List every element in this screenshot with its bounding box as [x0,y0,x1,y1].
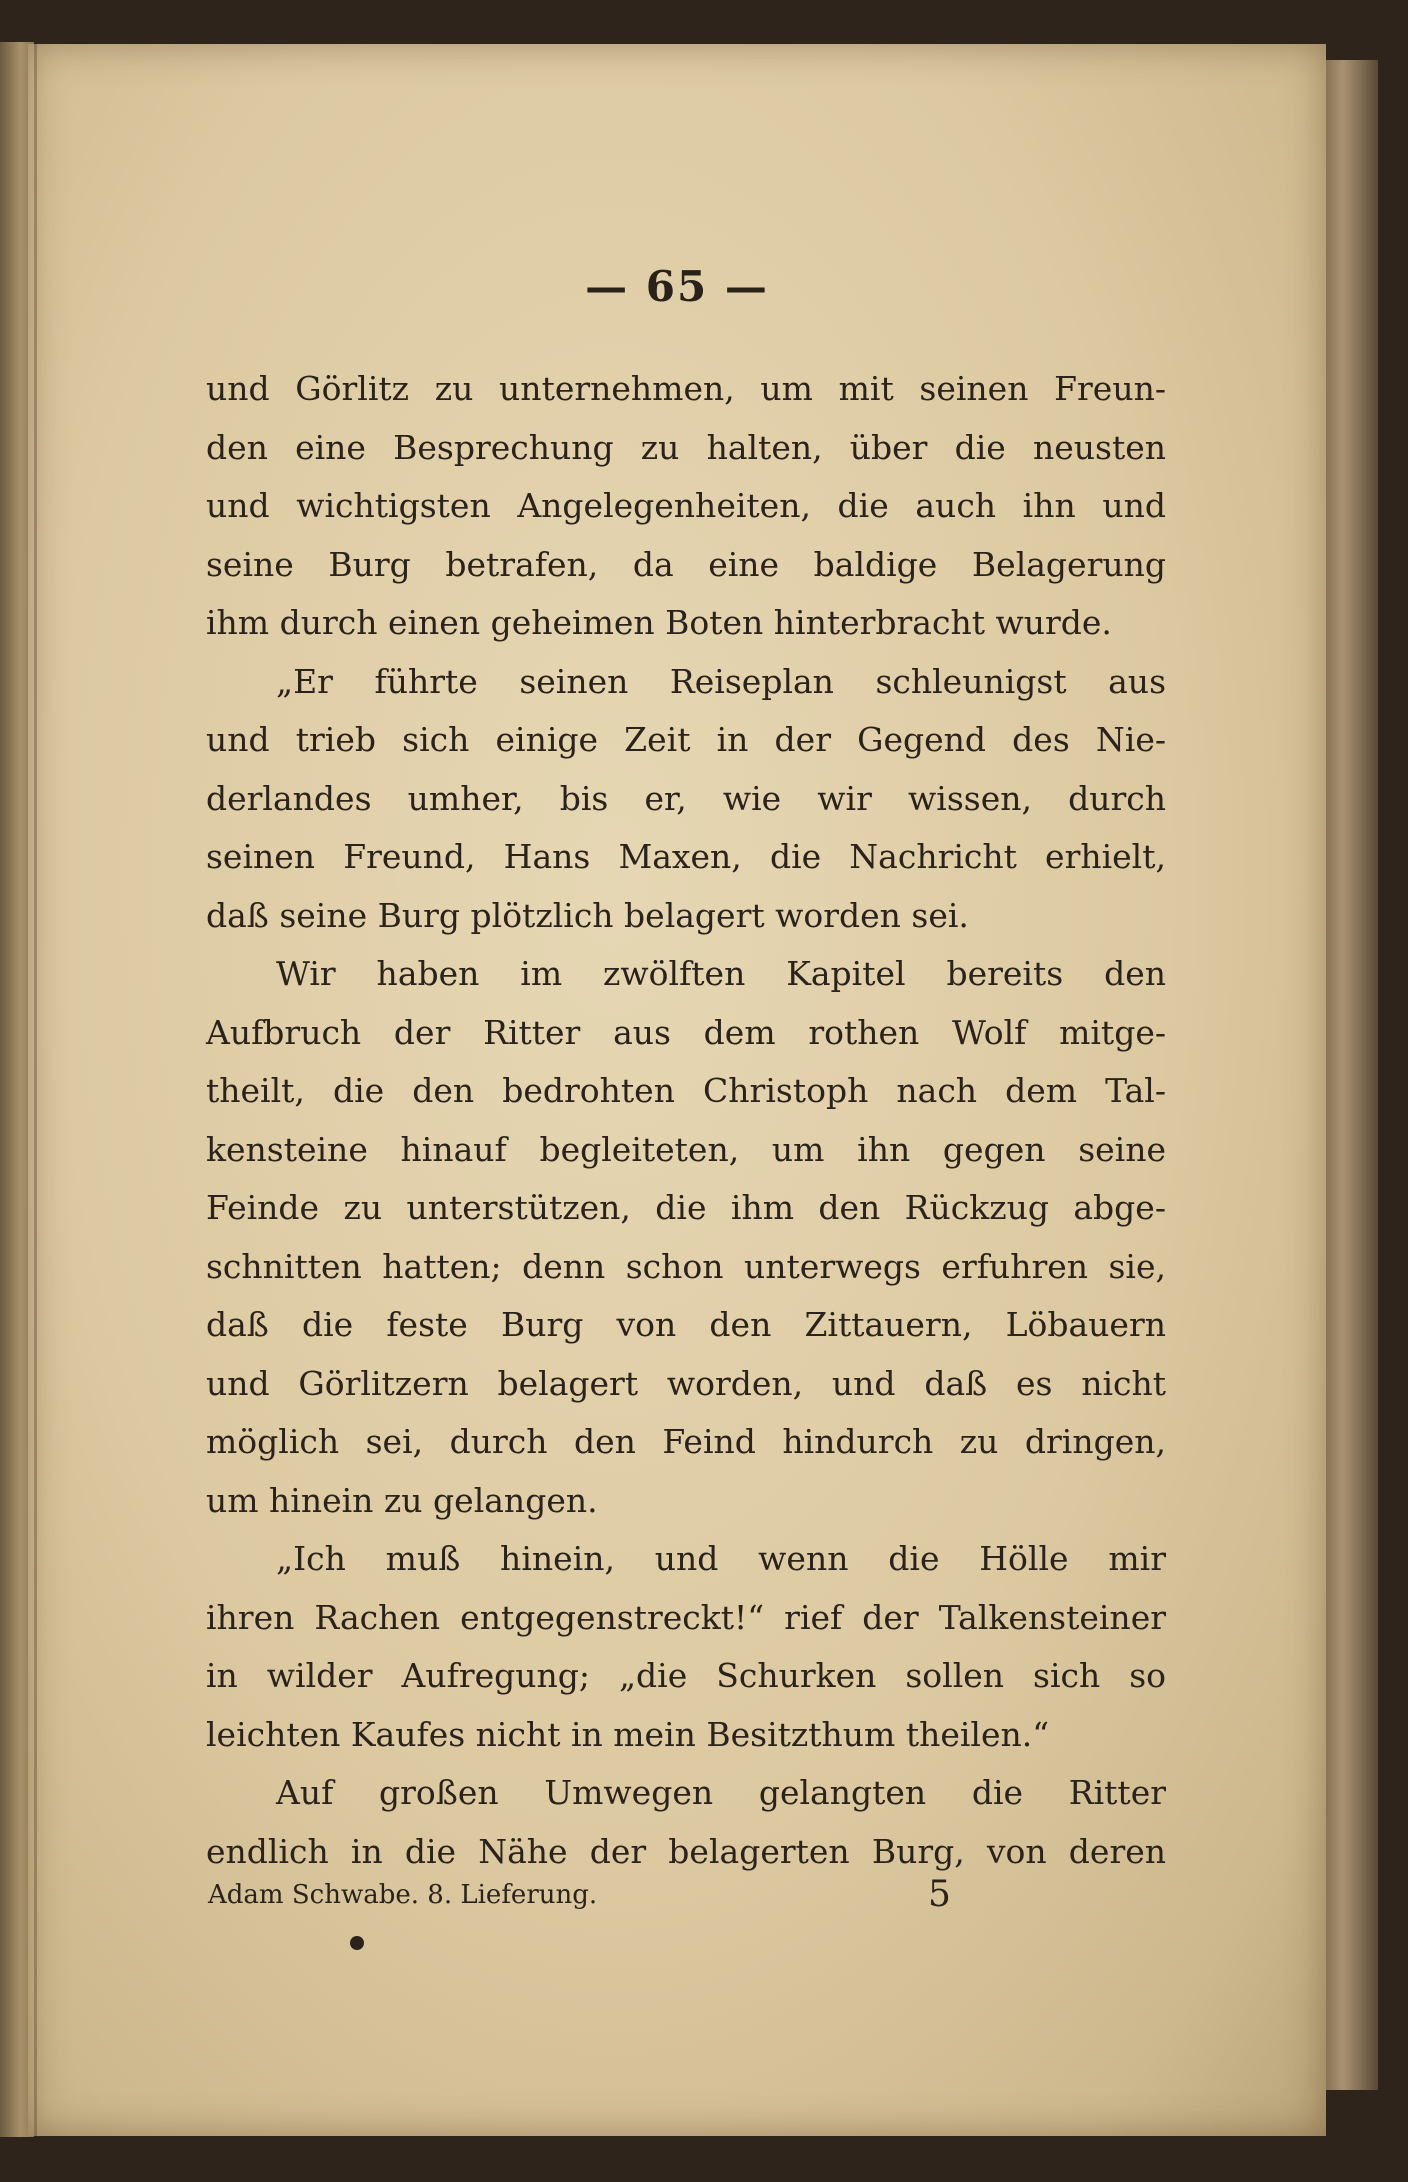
book-page [28,44,1326,2136]
text-line: „Er führte seinen Reiseplan schleunigst aus [276,661,1166,701]
text-line: seinen Freund, Hans Maxen, die Nachricht erhielt, [206,837,1166,876]
text-line: Aufbruch der Ritter aus dem rothen Wolf mitge- [206,1012,1166,1052]
text-line: und wichtigsten Angelegenheiten, die auch ihn und [206,486,1166,525]
ink-dot [350,1936,364,1950]
text-line: ihren Rachen entgegenstreckt!“ rief der Talkensteiner [206,1597,1166,1637]
page-number: — 65 — [585,262,769,311]
text-line: seine Burg betrafen, da eine baldige Belagerung [206,544,1166,584]
text-line: Wir haben im zwölften Kapitel bereits den [276,954,1166,993]
text-line: daß seine Burg plötzlich belagert worden sei. [206,895,969,935]
gutter-line [34,44,37,2136]
text-line: leichten Kaufes nicht in mein Besitzthum theilen.“ [206,1714,1050,1754]
text-line: daß die feste Burg von den Zittauern, Löbauern [206,1305,1166,1344]
text-line: den eine Besprechung zu halten, über die neusten [206,427,1166,467]
text-line: theilt, die den bedrohten Christoph nach dem Tal- [206,1071,1166,1110]
body-text [206,360,1166,1881]
text-line: in wilder Aufregung; „die Schurken sollen sich so [206,1656,1166,1695]
text-line: derlandes umher, bis er, wie wir wissen, durch [206,778,1166,818]
text-line: „Ich muß hinein, und wenn die Hölle mir [276,1539,1166,1578]
text-line: endlich in die Nähe der belagerten Burg, von deren [206,1831,1166,1871]
text-line: Auf großen Umwegen gelangten die Ritter [276,1773,1166,1812]
text-line: um hinein zu gelangen. [206,1480,598,1520]
footer-imprint: Adam Schwabe. 8. Lieferung. [208,1880,598,1910]
text-line: Feinde zu unterstützen, die ihm den Rückzug abge- [206,1188,1166,1227]
text-line: möglich sei, durch den Feind hindurch zu dringen, [206,1422,1166,1461]
page-footer [208,1874,988,1915]
page-stack-edge [1320,60,1378,2090]
text-line: ihm durch einen geheimen Boten hinterbracht wurde. [206,603,1112,642]
text-line: schnitten hatten; denn schon unterwegs erfuhren sie, [206,1246,1166,1286]
text-line: und Görlitzern belagert worden, und daß es nicht [206,1363,1166,1403]
text-line: kensteine hinauf begleiteten, um ihn gegen seine [206,1129,1166,1169]
text-line: und Görlitz zu unternehmen, um mit seinen Freun- [206,369,1166,408]
text-line: und trieb sich einige Zeit in der Gegend des Nie- [206,720,1166,759]
signature-mark: 5 [928,1874,951,1915]
